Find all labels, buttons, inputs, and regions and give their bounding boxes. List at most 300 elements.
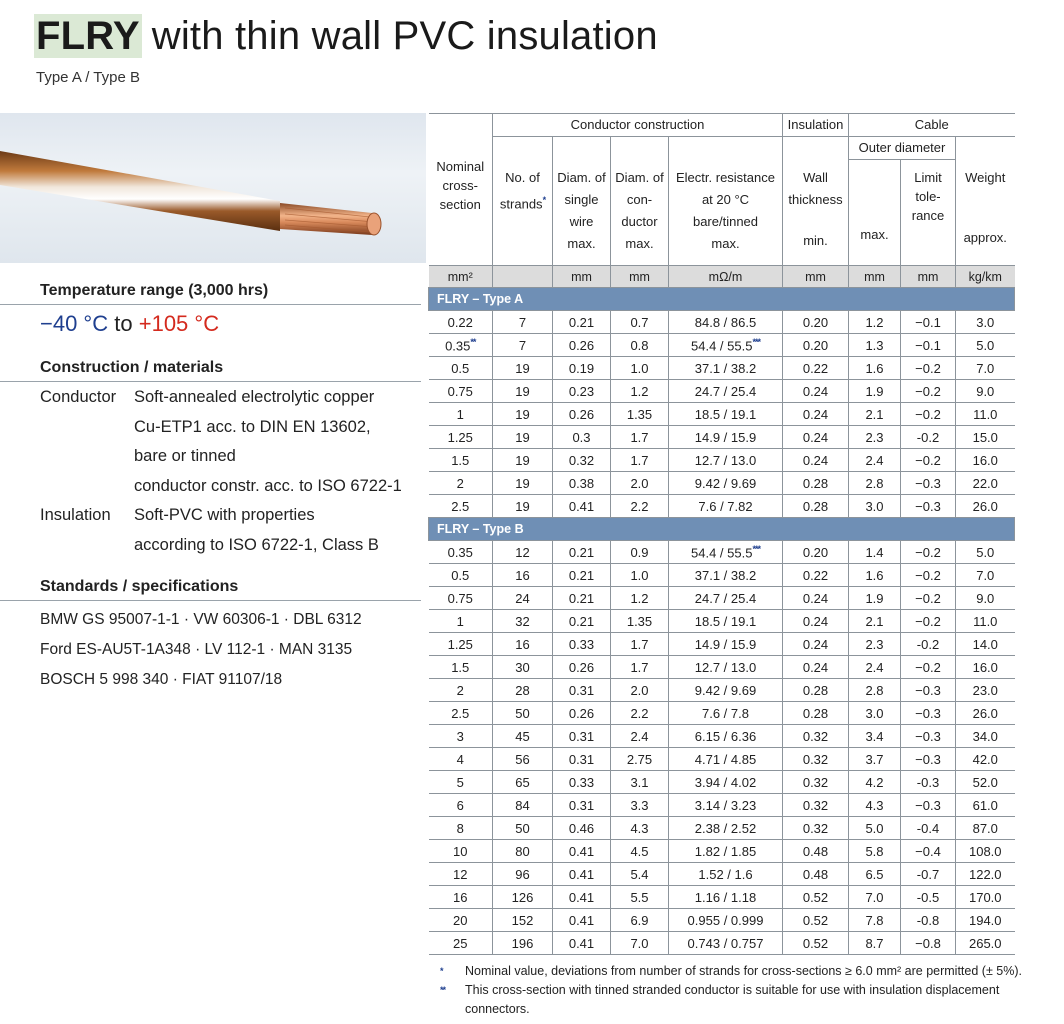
cell-tolerance: −0.1 [901, 311, 956, 334]
cell-tolerance: -0.8 [901, 909, 956, 932]
cell-tolerance: −0.4 [901, 840, 956, 863]
standards-line: BOSCH 5 998 340 · FIAT 91107/18 [40, 671, 283, 688]
cell-strands: 19 [493, 380, 553, 403]
cell-cross-section: 0.35** [429, 334, 493, 357]
cell-outer-diameter: 1.2 [849, 311, 901, 334]
temp-high: +105 °C [138, 311, 220, 336]
cell-diam-wire: 0.31 [553, 725, 611, 748]
cell-diam-conductor: 2.4 [611, 725, 669, 748]
cell-cross-section: 1 [429, 403, 493, 426]
cell-resistance: 1.52 / 1.6 [669, 863, 783, 886]
cell-wall: 0.28 [783, 495, 849, 518]
cell-resistance: 37.1 / 38.2 [669, 564, 783, 587]
cell-wall: 0.20 [783, 334, 849, 357]
cell-weight: 14.0 [956, 633, 1015, 656]
cell-resistance: 1.16 / 1.18 [669, 886, 783, 909]
cell-wall: 0.52 [783, 886, 849, 909]
table-row [429, 725, 1015, 748]
cell-wall: 0.24 [783, 633, 849, 656]
cell-wall: 0.48 [783, 863, 849, 886]
cell-tolerance: −0.3 [901, 748, 956, 771]
cell-tolerance: −0.3 [901, 472, 956, 495]
cell-wall: 0.24 [783, 449, 849, 472]
cell-resistance: 7.6 / 7.8 [669, 702, 783, 725]
cell-strands: 32 [493, 610, 553, 633]
cell-wall: 0.24 [783, 610, 849, 633]
cell-diam-wire: 0.26 [553, 702, 611, 725]
cell-tolerance: -0.5 [901, 886, 956, 909]
cell-resistance: 14.9 / 15.9 [669, 633, 783, 656]
col-diam-single-wire: Diam. of single wire max. [553, 137, 611, 266]
table-row [429, 472, 1015, 495]
conductor-line: Soft-annealed electrolytic copper [134, 388, 375, 406]
cell-wall: 0.32 [783, 748, 849, 771]
cell-wall: 0.24 [783, 656, 849, 679]
cell-cross-section: 16 [429, 886, 493, 909]
cell-wall: 0.28 [783, 679, 849, 702]
cell-outer-diameter: 6.5 [849, 863, 901, 886]
cell-diam-conductor: 1.2 [611, 380, 669, 403]
table-row [429, 817, 1015, 840]
table-row [429, 357, 1015, 380]
cell-cross-section: 1.5 [429, 656, 493, 679]
cell-diam-wire: 0.41 [553, 840, 611, 863]
cell-outer-diameter: 2.4 [849, 449, 901, 472]
table-row [429, 311, 1015, 334]
cell-diam-wire: 0.31 [553, 679, 611, 702]
cell-resistance: 1.82 / 1.85 [669, 840, 783, 863]
cell-weight: 15.0 [956, 426, 1015, 449]
cell-diam-wire: 0.41 [553, 863, 611, 886]
cell-strands: 152 [493, 909, 553, 932]
cell-outer-diameter: 3.0 [849, 495, 901, 518]
cell-weight: 194.0 [956, 909, 1015, 932]
cell-resistance: 54.4 / 55.5*** [669, 541, 783, 564]
cell-weight: 52.0 [956, 771, 1015, 794]
cell-outer-diameter: 7.8 [849, 909, 901, 932]
cell-wall: 0.48 [783, 840, 849, 863]
table-row [429, 380, 1015, 403]
cell-diam-wire: 0.21 [553, 564, 611, 587]
cell-cross-section: 0.5 [429, 357, 493, 380]
cell-resistance: 3.94 / 4.02 [669, 771, 783, 794]
cell-tolerance: −0.3 [901, 702, 956, 725]
cell-diam-conductor: 1.0 [611, 564, 669, 587]
cell-strands: 19 [493, 472, 553, 495]
cell-wall: 0.32 [783, 794, 849, 817]
cell-tolerance: −0.2 [901, 656, 956, 679]
cell-outer-diameter: 2.1 [849, 610, 901, 633]
cell-diam-conductor: 3.1 [611, 771, 669, 794]
cell-resistance: 2.38 / 2.52 [669, 817, 783, 840]
cell-diam-wire: 0.21 [553, 311, 611, 334]
conductor-line: Cu-ETP1 acc. to DIN EN 13602, [134, 417, 371, 436]
cell-cross-section: 4 [429, 748, 493, 771]
cell-strands: 24 [493, 587, 553, 610]
table-row [429, 334, 1015, 357]
cell-strands: 19 [493, 357, 553, 380]
cell-weight: 11.0 [956, 610, 1015, 633]
cell-resistance: 24.7 / 25.4 [669, 380, 783, 403]
cell-diam-wire: 0.21 [553, 587, 611, 610]
table-row [429, 840, 1015, 863]
cell-wall: 0.22 [783, 564, 849, 587]
cell-strands: 84 [493, 794, 553, 817]
cell-diam-conductor: 5.4 [611, 863, 669, 886]
cell-diam-wire: 0.41 [553, 909, 611, 932]
cell-tolerance: -0.4 [901, 817, 956, 840]
cell-cross-section: 25 [429, 932, 493, 955]
table-row [429, 863, 1015, 886]
cell-cross-section: 20 [429, 909, 493, 932]
cell-diam-conductor: 2.2 [611, 702, 669, 725]
cell-diam-conductor: 1.7 [611, 633, 669, 656]
cell-resistance: 0.743 / 0.757 [669, 932, 783, 955]
cell-outer-diameter: 1.6 [849, 357, 901, 380]
cell-strands: 56 [493, 748, 553, 771]
cell-diam-wire: 0.26 [553, 656, 611, 679]
cell-wall: 0.24 [783, 587, 849, 610]
cell-tolerance: -0.2 [901, 633, 956, 656]
cell-outer-diameter: 2.3 [849, 426, 901, 449]
cell-strands: 196 [493, 932, 553, 955]
temperature-range [0, 305, 421, 357]
cell-wall: 0.32 [783, 771, 849, 794]
cell-cross-section: 0.35 [429, 541, 493, 564]
cell-diam-wire: 0.33 [553, 771, 611, 794]
cell-outer-diameter: 2.3 [849, 633, 901, 656]
table-row [429, 886, 1015, 909]
cell-strands: 30 [493, 656, 553, 679]
cell-wall: 0.32 [783, 817, 849, 840]
cell-outer-diameter: 1.3 [849, 334, 901, 357]
cell-diam-wire: 0.31 [553, 748, 611, 771]
table-row [429, 656, 1015, 679]
cell-weight: 5.0 [956, 541, 1015, 564]
cell-strands: 65 [493, 771, 553, 794]
cell-weight: 26.0 [956, 702, 1015, 725]
cell-diam-wire: 0.41 [553, 495, 611, 518]
cell-diam-conductor: 1.7 [611, 426, 669, 449]
cell-weight: 265.0 [956, 932, 1015, 955]
col-electrical-resistance: Electr. resistance at 20 °C bare/tinned max. [669, 137, 783, 266]
cable-data-table [428, 113, 1015, 955]
group-insulation: Insulation [783, 114, 849, 137]
table-row [429, 403, 1015, 426]
cell-wall: 0.20 [783, 311, 849, 334]
cell-tolerance: −0.2 [901, 541, 956, 564]
cell-resistance: 18.5 / 19.1 [669, 403, 783, 426]
cell-weight: 87.0 [956, 817, 1015, 840]
cell-diam-conductor: 0.8 [611, 334, 669, 357]
cell-outer-diameter: 4.3 [849, 794, 901, 817]
cell-tolerance: −0.8 [901, 932, 956, 955]
cell-weight: 34.0 [956, 725, 1015, 748]
cell-cross-section: 2.5 [429, 495, 493, 518]
cell-outer-diameter: 7.0 [849, 886, 901, 909]
temp-low: −40 °C [40, 311, 109, 336]
cell-diam-conductor: 2.0 [611, 472, 669, 495]
standards-line: BMW GS 95007-1-1 · VW 60306-1 · DBL 6312 [40, 611, 362, 628]
cell-strands: 16 [493, 564, 553, 587]
cell-weight: 170.0 [956, 886, 1015, 909]
cell-wall: 0.24 [783, 380, 849, 403]
cell-cross-section: 12 [429, 863, 493, 886]
cell-diam-conductor: 3.3 [611, 794, 669, 817]
cell-cross-section: 0.75 [429, 380, 493, 403]
cell-tolerance: −0.2 [901, 380, 956, 403]
title-text: with thin wall PVC insulation [151, 14, 658, 58]
cell-outer-diameter: 8.7 [849, 932, 901, 955]
cell-diam-wire: 0.26 [553, 334, 611, 357]
cell-outer-diameter: 2.4 [849, 656, 901, 679]
cell-diam-wire: 0.26 [553, 403, 611, 426]
cell-weight: 11.0 [956, 403, 1015, 426]
cell-diam-wire: 0.32 [553, 449, 611, 472]
table-row [429, 564, 1015, 587]
cell-strands: 19 [493, 449, 553, 472]
cell-strands: 50 [493, 817, 553, 840]
cell-resistance: 6.15 / 6.36 [669, 725, 783, 748]
cell-outer-diameter: 2.8 [849, 679, 901, 702]
temp-to: to [114, 311, 133, 336]
cell-wall: 0.22 [783, 357, 849, 380]
cell-diam-wire: 0.46 [553, 817, 611, 840]
cell-outer-diameter: 1.6 [849, 564, 901, 587]
col-outer-diameter-max: max. [849, 160, 901, 266]
cell-strands: 19 [493, 403, 553, 426]
cell-tolerance: −0.2 [901, 564, 956, 587]
table-row [429, 794, 1015, 817]
cell-tolerance: −0.2 [901, 610, 956, 633]
cell-outer-diameter: 4.2 [849, 771, 901, 794]
cell-strands: 96 [493, 863, 553, 886]
cell-diam-conductor: 1.35 [611, 610, 669, 633]
cell-weight: 7.0 [956, 564, 1015, 587]
cell-resistance: 12.7 / 13.0 [669, 656, 783, 679]
cell-strands: 19 [493, 426, 553, 449]
group-cable: Cable [849, 114, 1015, 137]
cell-cross-section: 2 [429, 679, 493, 702]
cell-resistance: 14.9 / 15.9 [669, 426, 783, 449]
cell-cross-section: 1.5 [429, 449, 493, 472]
cell-diam-wire: 0.31 [553, 794, 611, 817]
cell-diam-wire: 0.19 [553, 357, 611, 380]
cell-diam-conductor: 7.0 [611, 932, 669, 955]
cell-weight: 108.0 [956, 840, 1015, 863]
cell-weight: 5.0 [956, 334, 1015, 357]
group-row-type-b: FLRY – Type B [429, 518, 1015, 541]
cell-tolerance: -0.7 [901, 863, 956, 886]
cell-wall: 0.24 [783, 403, 849, 426]
cell-resistance: 4.71 / 4.85 [669, 748, 783, 771]
cell-diam-wire: 0.21 [553, 541, 611, 564]
group-row-type-a: FLRY – Type A [429, 288, 1015, 311]
cell-outer-diameter: 2.8 [849, 472, 901, 495]
cell-outer-diameter: 3.7 [849, 748, 901, 771]
table-row [429, 610, 1015, 633]
cell-weight: 122.0 [956, 863, 1015, 886]
cell-tolerance: −0.3 [901, 495, 956, 518]
cell-resistance: 84.8 / 86.5 [669, 311, 783, 334]
table-row [429, 702, 1015, 725]
cell-diam-wire: 0.33 [553, 633, 611, 656]
cell-resistance: 54.4 / 55.5*** [669, 334, 783, 357]
cell-cross-section: 0.5 [429, 564, 493, 587]
cell-weight: 26.0 [956, 495, 1015, 518]
table-row [429, 909, 1015, 932]
cell-strands: 16 [493, 633, 553, 656]
cell-cross-section: 2.5 [429, 702, 493, 725]
cell-strands: 28 [493, 679, 553, 702]
table-row [429, 679, 1015, 702]
cell-weight: 42.0 [956, 748, 1015, 771]
cell-tolerance: −0.3 [901, 679, 956, 702]
cell-diam-wire: 0.23 [553, 380, 611, 403]
footnotes [440, 962, 1040, 1019]
standards-heading: Standards / specifications [0, 576, 421, 601]
cell-diam-conductor: 1.7 [611, 449, 669, 472]
cable-illustration [0, 113, 426, 263]
cell-outer-diameter: 2.1 [849, 403, 901, 426]
cell-strands: 7 [493, 334, 553, 357]
cell-resistance: 3.14 / 3.23 [669, 794, 783, 817]
standards-list [0, 601, 421, 695]
cell-outer-diameter: 5.0 [849, 817, 901, 840]
standards-line: Ford ES-AU5T-1A348 · LV 112-1 · MAN 3135 [40, 641, 353, 658]
group-outer-diameter: Outer diameter [849, 137, 956, 160]
cell-outer-diameter: 1.9 [849, 380, 901, 403]
cell-cross-section: 0.22 [429, 311, 493, 334]
cell-diam-conductor: 0.7 [611, 311, 669, 334]
cell-strands: 7 [493, 311, 553, 334]
cell-cross-section: 0.75 [429, 587, 493, 610]
cell-diam-conductor: 1.7 [611, 656, 669, 679]
insulation-shape [0, 151, 280, 231]
temperature-heading: Temperature range (3,000 hrs) [0, 280, 421, 305]
cell-weight: 16.0 [956, 656, 1015, 679]
cell-diam-wire: 0.38 [553, 472, 611, 495]
cell-tolerance: −0.2 [901, 403, 956, 426]
group-conductor-construction: Conductor construction [493, 114, 783, 137]
cell-outer-diameter: 5.8 [849, 840, 901, 863]
cell-cross-section: 3 [429, 725, 493, 748]
cell-cross-section: 1.25 [429, 426, 493, 449]
cell-weight: 22.0 [956, 472, 1015, 495]
cell-cross-section: 1 [429, 610, 493, 633]
conductor-line: conductor constr. acc. to ISO 6722-1 [134, 476, 402, 495]
table-row [429, 541, 1015, 564]
cell-resistance: 12.7 / 13.0 [669, 449, 783, 472]
cell-outer-diameter: 1.4 [849, 541, 901, 564]
cell-cross-section: 10 [429, 840, 493, 863]
cell-tolerance: −0.3 [901, 794, 956, 817]
cell-tolerance: −0.2 [901, 449, 956, 472]
cell-wall: 0.20 [783, 541, 849, 564]
footnote: * Nominal value, deviations from number of strands for cross-sections ≥ 6.0 mm² are permitted (± 5%). [440, 964, 1022, 978]
footnote: ** This cross-section with tinned stranded conductor is suitable for use with insulation displacement connectors. [440, 983, 1000, 1016]
conductor-label: Conductor [40, 388, 117, 406]
cell-diam-conductor: 2.75 [611, 748, 669, 771]
cell-strands: 126 [493, 886, 553, 909]
cell-tolerance: −0.2 [901, 357, 956, 380]
cell-diam-wire: 0.41 [553, 886, 611, 909]
cell-strands: 19 [493, 495, 553, 518]
cell-diam-conductor: 1.35 [611, 403, 669, 426]
col-strands: No. of strands* [493, 137, 553, 266]
table-row [429, 587, 1015, 610]
cable-photo [0, 113, 426, 263]
cell-weight: 3.0 [956, 311, 1015, 334]
cell-strands: 80 [493, 840, 553, 863]
cell-cross-section: 2 [429, 472, 493, 495]
cell-wall: 0.52 [783, 932, 849, 955]
cell-cross-section: 1.25 [429, 633, 493, 656]
brand-name: FLRY [36, 14, 140, 58]
cell-weight: 9.0 [956, 587, 1015, 610]
cell-diam-conductor: 0.9 [611, 541, 669, 564]
cell-diam-conductor: 1.0 [611, 357, 669, 380]
cell-wall: 0.32 [783, 725, 849, 748]
cell-outer-diameter: 3.4 [849, 725, 901, 748]
table-row [429, 426, 1015, 449]
cell-cross-section: 5 [429, 771, 493, 794]
cell-cross-section: 8 [429, 817, 493, 840]
col-limit-tolerance: Limit tole- rance [901, 160, 956, 266]
cell-resistance: 24.7 / 25.4 [669, 587, 783, 610]
cell-tolerance: −0.2 [901, 587, 956, 610]
cell-tolerance: -0.2 [901, 426, 956, 449]
cell-strands: 45 [493, 725, 553, 748]
specifications-panel [0, 280, 421, 695]
copper-strands [280, 203, 378, 235]
col-weight: Weight approx. [956, 137, 1015, 266]
page-subtitle: Type A / Type B [36, 69, 140, 86]
cell-wall: 0.28 [783, 702, 849, 725]
cell-resistance: 9.42 / 9.69 [669, 679, 783, 702]
cell-diam-conductor: 4.5 [611, 840, 669, 863]
cell-strands: 12 [493, 541, 553, 564]
table-row [429, 771, 1015, 794]
cell-resistance: 9.42 / 9.69 [669, 472, 783, 495]
cell-resistance: 37.1 / 38.2 [669, 357, 783, 380]
cell-resistance: 0.955 / 0.999 [669, 909, 783, 932]
cell-strands: 50 [493, 702, 553, 725]
construction-heading: Construction / materials [0, 357, 421, 382]
cell-diam-conductor: 6.9 [611, 909, 669, 932]
cell-diam-wire: 0.41 [553, 932, 611, 955]
cell-tolerance: −0.3 [901, 725, 956, 748]
cell-wall: 0.24 [783, 426, 849, 449]
page-title [34, 14, 658, 59]
cell-wall: 0.52 [783, 909, 849, 932]
insulation-label: Insulation [40, 506, 111, 524]
cell-diam-conductor: 2.0 [611, 679, 669, 702]
units-row: mm² mm mm mΩ/m mm mm mm kg/km [429, 266, 1015, 288]
insulation-line: according to ISO 6722-1, Class B [134, 535, 379, 554]
col-wall-thickness: Wall thickness min. [783, 137, 849, 266]
cell-weight: 9.0 [956, 380, 1015, 403]
cell-weight: 7.0 [956, 357, 1015, 380]
cell-diam-conductor: 2.2 [611, 495, 669, 518]
cell-tolerance: −0.1 [901, 334, 956, 357]
cell-weight: 23.0 [956, 679, 1015, 702]
table-row [429, 633, 1015, 656]
table-row [429, 932, 1015, 955]
cell-outer-diameter: 3.0 [849, 702, 901, 725]
cell-resistance: 18.5 / 19.1 [669, 610, 783, 633]
cell-wall: 0.28 [783, 472, 849, 495]
